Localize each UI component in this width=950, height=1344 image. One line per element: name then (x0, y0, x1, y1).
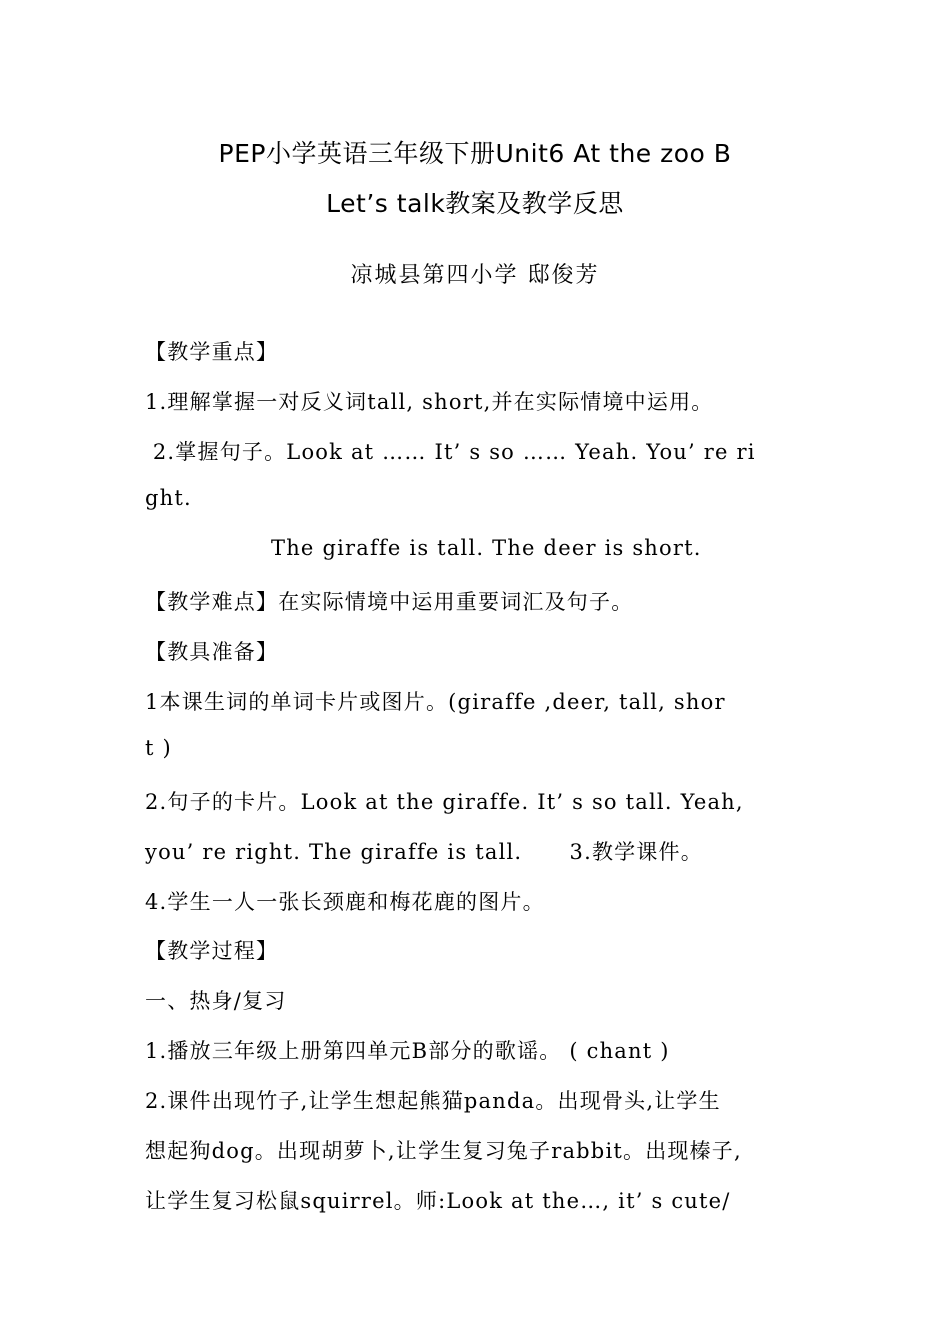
body-line: 4.学生一人一张长颈鹿和梅花鹿的图片。 (145, 890, 545, 914)
body-line: 2.句子的卡片。Look at the giraffe. It’ s so tall. Yeah, (145, 790, 744, 814)
heading-teaching-process: 【教学过程】 (145, 939, 279, 963)
document-title-line1: PEP小学英语三年级下册Unit6 At the zoo B (218, 139, 732, 168)
body-line: 让学生复习松鼠squirrel。师:Look at the…, it’ s cute/ (145, 1189, 731, 1213)
author-line: 凉城县第四小学 邸俊芳 (350, 263, 600, 288)
document-title-line2: Let’s talk教案及教学反思 (326, 189, 624, 218)
body-line: t ) (145, 736, 172, 760)
heading-teaching-focus: 【教学重点】 (145, 340, 279, 364)
body-line: 1.理解掌握一对反义词tall, short,并在实际情境中运用。 (145, 390, 714, 414)
body-line: 1本课生词的单词卡片或图片。(giraffe ,deer, tall, shor (145, 690, 726, 714)
body-line: ght. (145, 486, 192, 510)
body-line: 2.课件出现竹子,让学生想起熊猫panda。出现骨头,让学生 (145, 1089, 721, 1113)
body-line: 2.掌握句子。Look at …… It’ s so …… Yeah. You’ re ri (145, 440, 756, 464)
body-line: you’ re right. The giraffe is tall. 3.教学课件。 (145, 840, 703, 864)
body-line: The giraffe is tall. The deer is short. (145, 536, 702, 560)
heading-teaching-difficulty: 【教学难点】在实际情境中运用重要词汇及句子。 (145, 590, 634, 614)
heading-teaching-aids: 【教具准备】 (145, 640, 279, 664)
body-line: 想起狗dog。出现胡萝卜,让学生复习兔子rabbit。出现榛子, (145, 1139, 742, 1163)
section-heading: 一、热身/复习 (145, 989, 287, 1013)
body-line: 1.播放三年级上册第四单元B部分的歌谣。 ( chant ) (145, 1039, 670, 1063)
